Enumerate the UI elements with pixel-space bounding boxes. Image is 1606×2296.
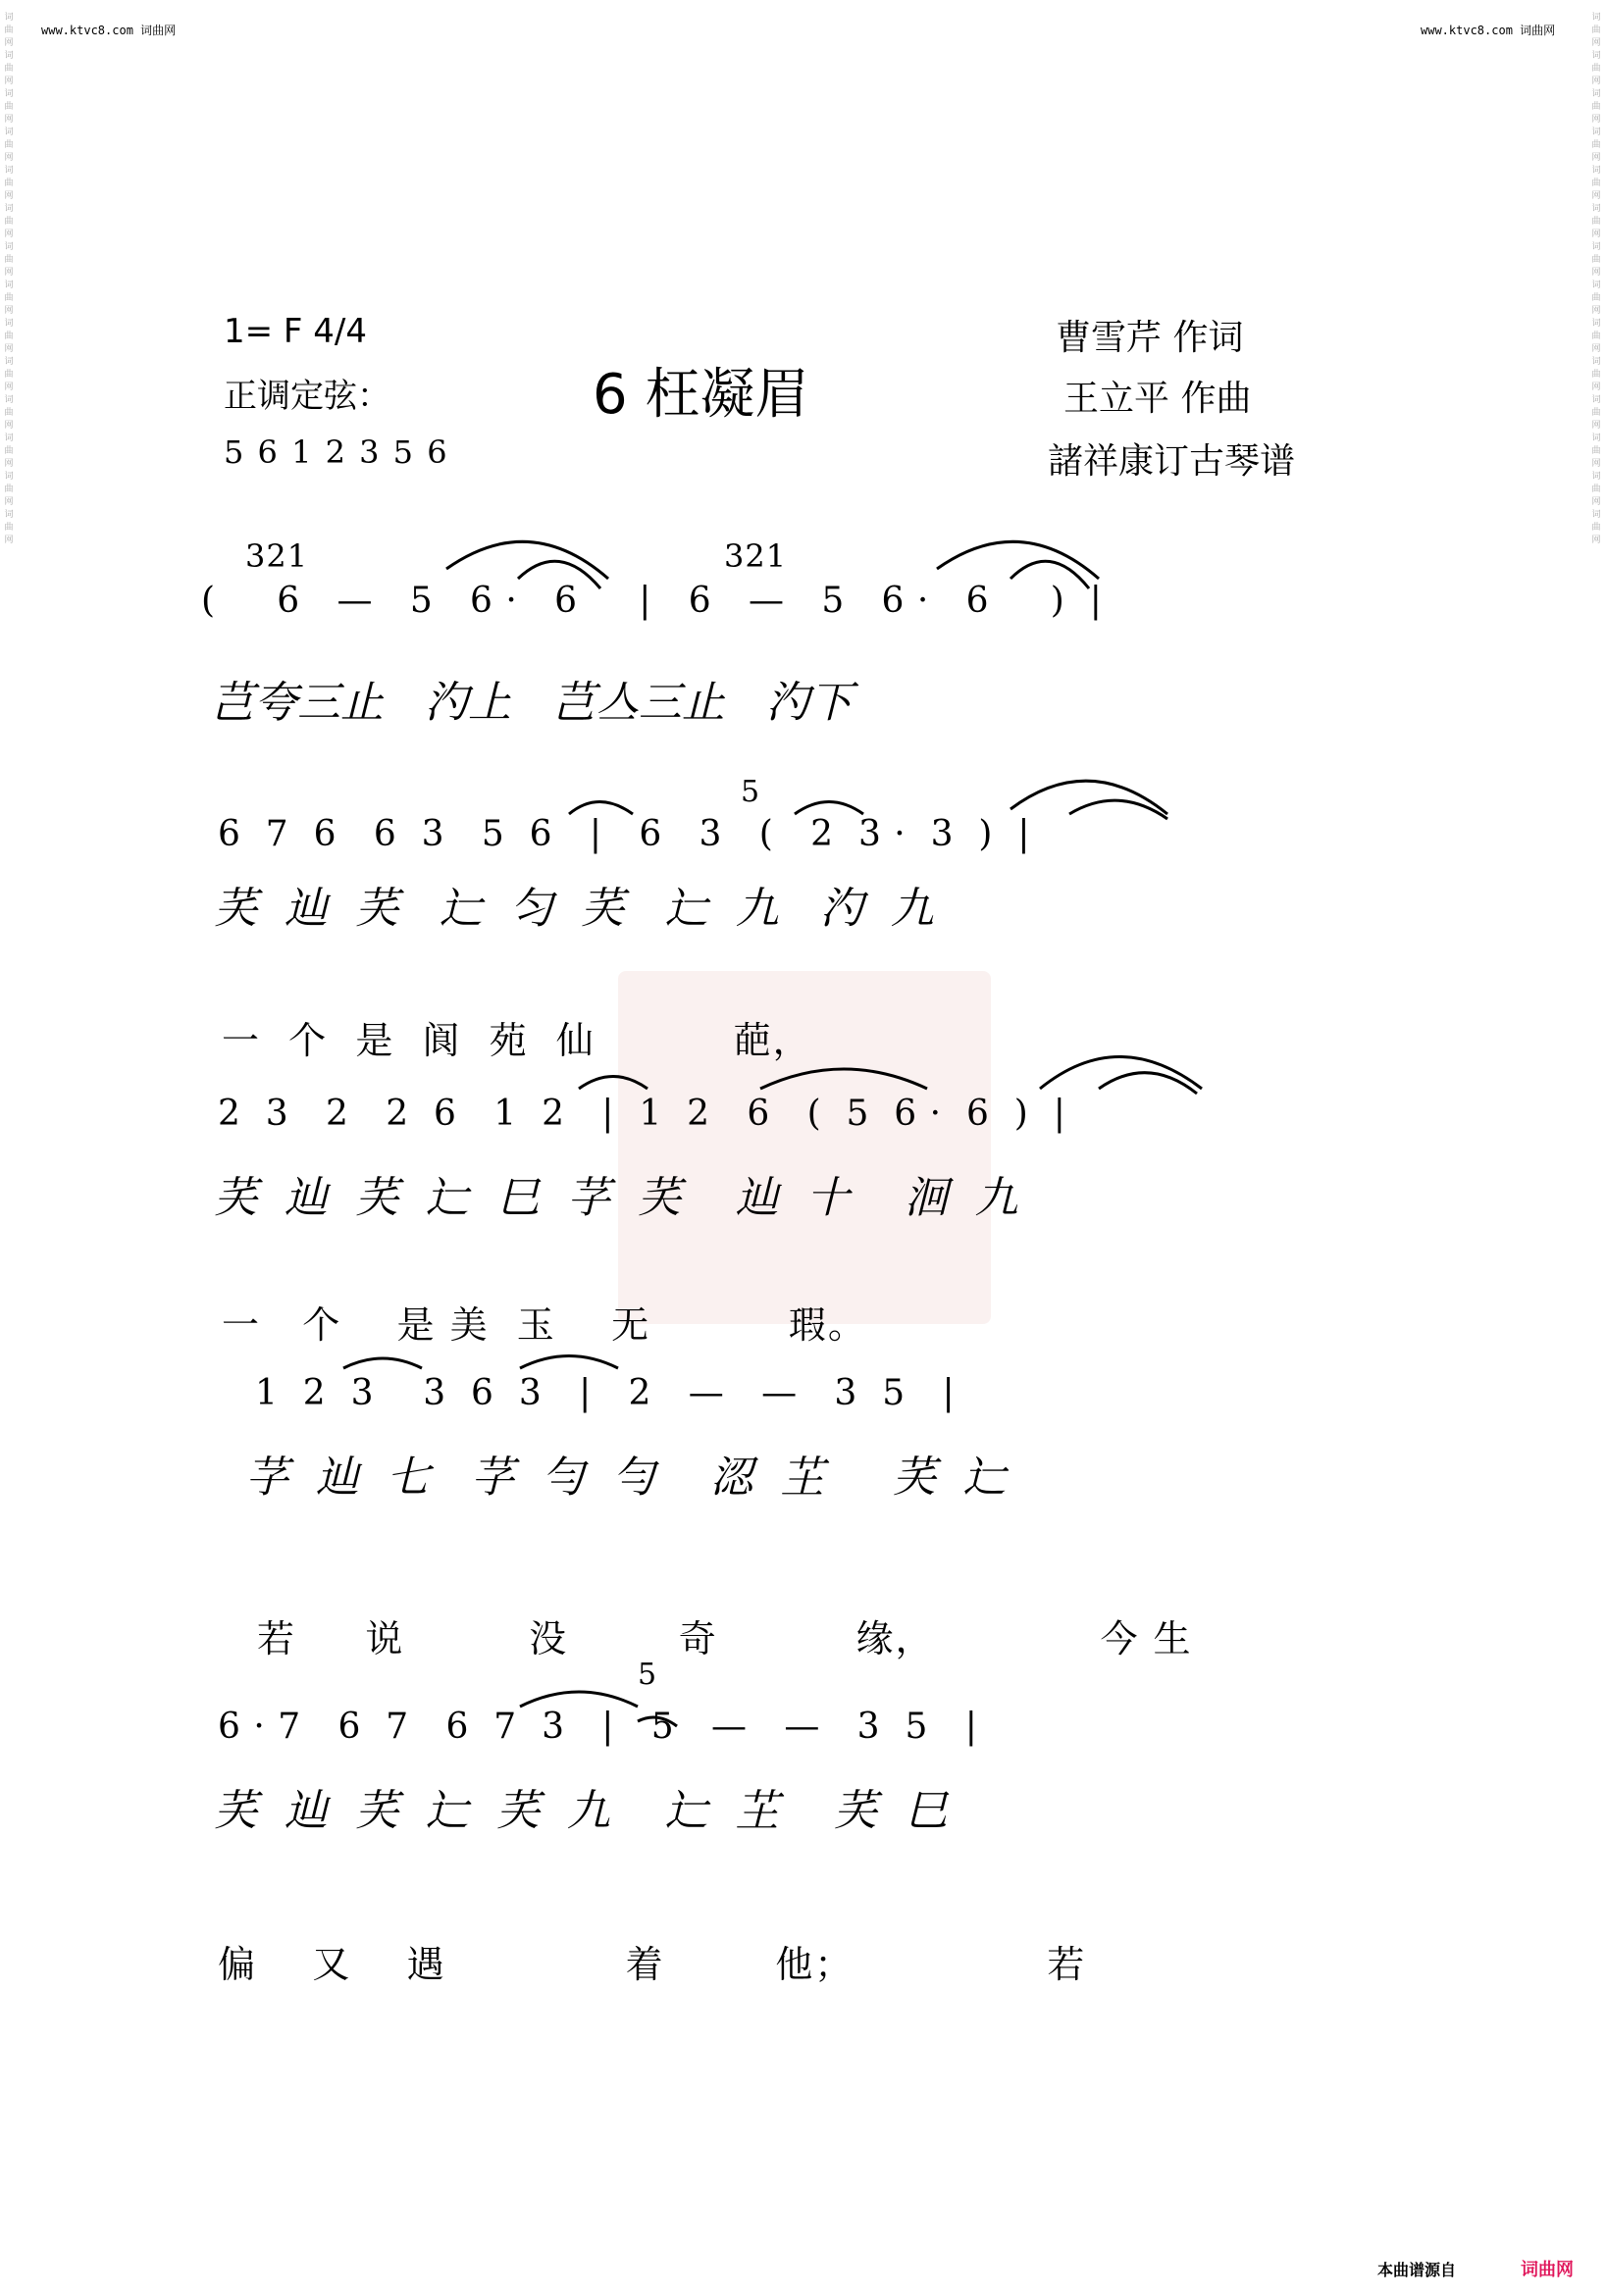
- site-url-left[interactable]: www.ktvc8.com 词曲网: [41, 24, 177, 37]
- lyrics-row-4: 若 说 没 奇 缘， 今 生: [257, 1617, 1193, 1660]
- guqin-tablature-row-1: 芑夸三止 汋上 芑亼三止 汋下: [211, 678, 853, 728]
- tuning-label: 正调定弦：: [224, 377, 390, 416]
- notation-row-2: 6 7 6 6 3 5 6 | 6 3 ( 2 3 · 3 ) |: [218, 814, 1031, 854]
- grace-notes: 321: [245, 537, 309, 575]
- grace-notes: 321: [724, 537, 788, 575]
- footer-brand-logo[interactable]: 词曲网: [1521, 2260, 1574, 2280]
- site-url-right[interactable]: www.ktvc8.com 词曲网: [1421, 24, 1556, 37]
- arranger-credit: 諸祥康订古琴谱: [1048, 441, 1296, 482]
- notation-row-4: 1 2 3 3 6 3 | 2 — — 3 5 |: [255, 1373, 956, 1413]
- guqin-tablature-row-2: 芺 辿 芺 辷 匀 芺 辷 九 汋 九: [214, 884, 934, 934]
- key-signature: 1= F 4/4: [224, 312, 368, 351]
- notation-row-3: 2 3 2 2 6 1 2 | 1 2 6 ( 5 6 · 6 ) |: [218, 1094, 1066, 1134]
- footer-source-label: 本曲谱源自: [1377, 2261, 1457, 2279]
- notation-row-1: ( 6 — 5 6 · 6 | 6 — 5 6 · 6 ) |: [201, 581, 1103, 621]
- lyricist-credit: 曹雪芹 作词: [1056, 318, 1244, 358]
- lyrics-row-2: 一 个 是 阆 苑 仙 葩，: [222, 1019, 812, 1062]
- song-title: 6 枉凝眉: [593, 363, 810, 427]
- tuning-notes: 5 6 1 2 3 5 6: [224, 434, 449, 471]
- guqin-tablature-row-5: 芺 辿 芺 辷 芺 九 辷 芏 芺 巳: [214, 1786, 948, 1836]
- grace-notes: 5: [741, 775, 761, 809]
- guqin-tablature-row-4: 芓 辿 七 芓 勻 勻 涊 芏 芺 辷: [245, 1453, 1007, 1503]
- side-watermark-left: 词曲网词曲网词曲网词曲网词曲网词曲网词曲网词曲网词曲网词曲网词曲网词曲网词曲网词曲网: [4, 13, 14, 545]
- side-watermark-right: 词曲网词曲网词曲网词曲网词曲网词曲网词曲网词曲网词曲网词曲网词曲网词曲网词曲网词曲网: [1591, 13, 1601, 545]
- lyrics-row-3: 一 个 是 美 玉 无 瑕。: [222, 1303, 867, 1347]
- notation-row-5: 6 · 7 6 7 6 7 3 | 5 — — 3 5 |: [218, 1707, 978, 1747]
- composer-credit: 王立平 作曲: [1063, 379, 1252, 419]
- guqin-tablature-row-3: 芺 辿 芺 辷 巳 芓 芺 辿 十 洄 九: [214, 1173, 1018, 1223]
- grace-notes: 5: [638, 1658, 658, 1692]
- lyrics-row-5: 偏 又 遇 着 他； 若: [218, 1943, 1087, 1986]
